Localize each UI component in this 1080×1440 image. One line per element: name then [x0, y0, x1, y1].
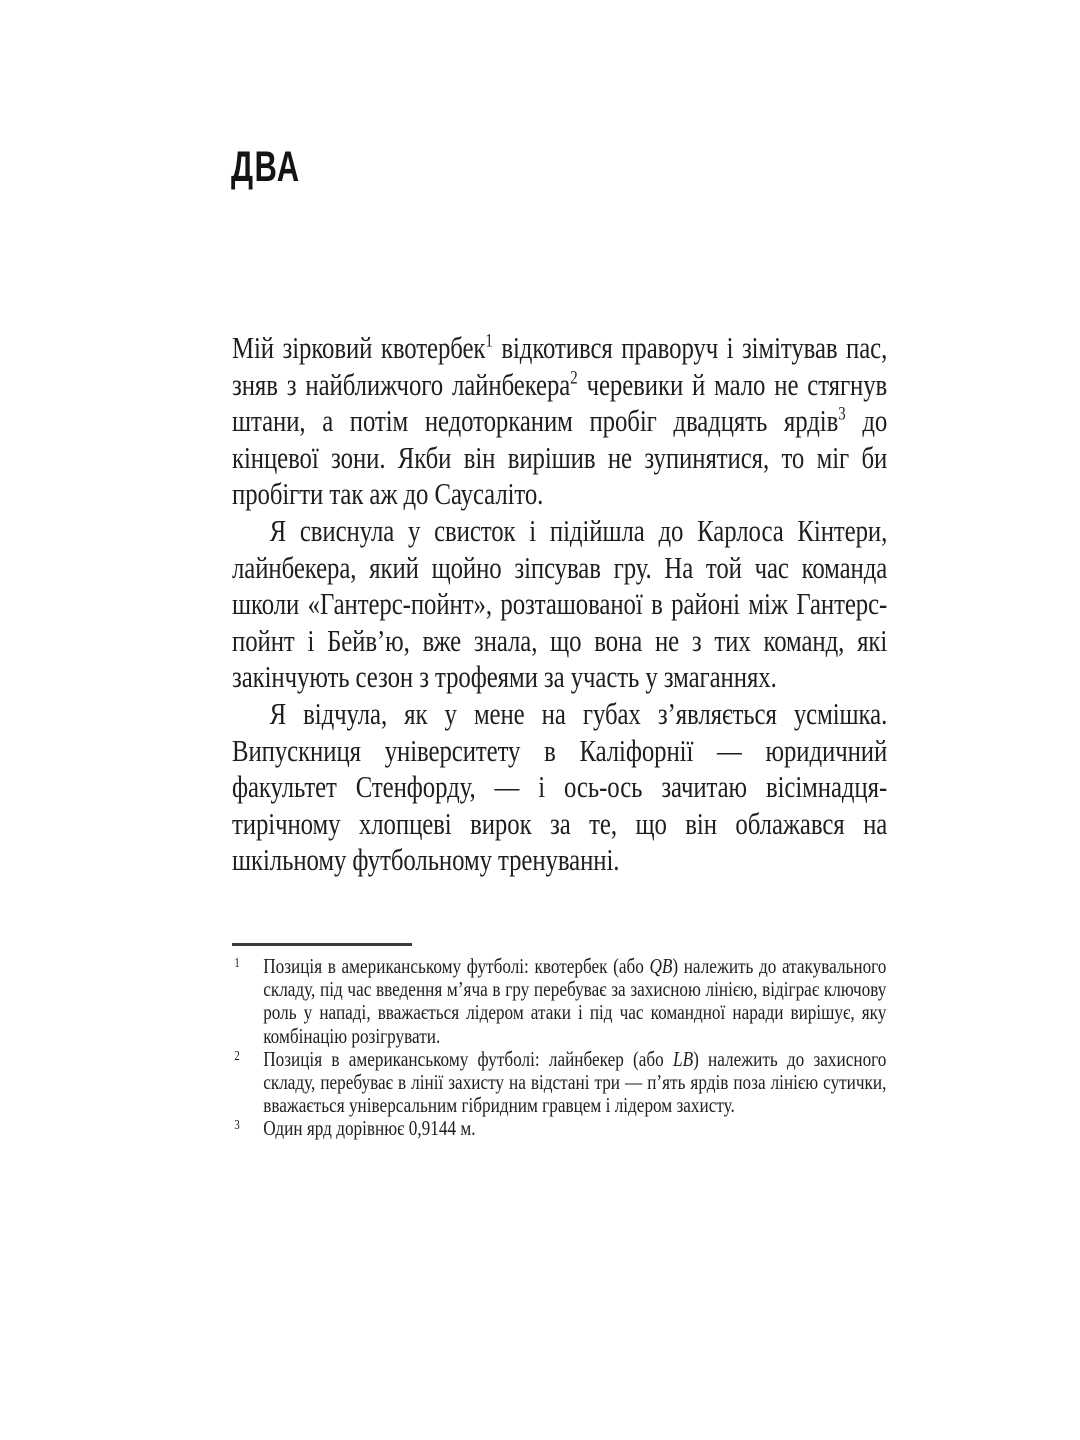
paragraph: [232, 513, 887, 696]
text-run: черевики й мало не стягнув штани, а потім недоторканим пробіг двадцять ярдів: [232, 366, 888, 439]
italic-text: LB: [673, 1046, 694, 1071]
text-run: Я відчула, як у мене на губах з’являється усмішка. Випускниця університету в Каліфорнії — юридичний факультет Стенфорду, — і ось-ось зачитаю вісімнадцятирічному хлопцеві вирок за те, що він облажався на шкільному футбольному тренуванні.: [232, 695, 888, 878]
text-run: Позиція в американському футболі: лайнбекер (або: [263, 1046, 673, 1071]
paragraph: [232, 696, 887, 879]
paragraph: [232, 330, 887, 513]
footnotes: [232, 955, 886, 1141]
text-run: відкотився праворуч і зімітував пас, зняв з найближчого лайнбекера: [232, 330, 888, 402]
chapter-title: ДВА: [231, 143, 301, 191]
footnote-ref: 2: [570, 367, 578, 389]
footnote-ref: 1: [485, 330, 493, 352]
footnote-marker: 2: [234, 1047, 240, 1063]
text-run: Мій зірковий квотербек: [232, 330, 486, 365]
text-run: до кінцевої зони. Якби він вирішив не зупинятися, то міг би пробігти так аж до Саусаліто.: [232, 403, 888, 512]
footnote-ref: 3: [838, 403, 846, 425]
footnote-item: [232, 1048, 886, 1118]
body-text: [232, 330, 887, 879]
footnote-item: [232, 955, 886, 1048]
footnote-item: [232, 1117, 886, 1140]
text-run: ) належить до атакувального складу, під час введення м’яча в гру перебуває за захисною лінією, відіграє ключову роль у нападі, вважається лідером атаки і під час командної наради вирішує, яку комбінацію розігрувати.: [263, 954, 887, 1048]
text-run: Я свиснула у свисток і підійшла до Карлоса Кінтери, лайнбекера, який щойно зіпсував гру. На той час команда школи «Гантерс-пойнт», розташованої в районі між Гантерс-пойнт і Бейв’ю, вже знала, що вона не з тих команд, які закінчують сезон з трофеями за участь у змаганнях.: [232, 512, 888, 695]
footnote-marker: 3: [234, 1117, 240, 1133]
text-run: ) належить до захисного складу, перебуває в лінії захисту на відстані три — п’ять ярдів поза лінією сутички, вважається універсальним гібридним гравцем і лідером захисту.: [263, 1046, 887, 1118]
italic-text: QB: [649, 954, 673, 978]
footnote-separator: [232, 943, 412, 946]
footnote-marker: 1: [234, 955, 240, 970]
text-run: Один ярд дорівнює 0,9144 м.: [263, 1116, 476, 1141]
text-run: Позиція в американському футболі: квотербек (або: [263, 954, 650, 978]
